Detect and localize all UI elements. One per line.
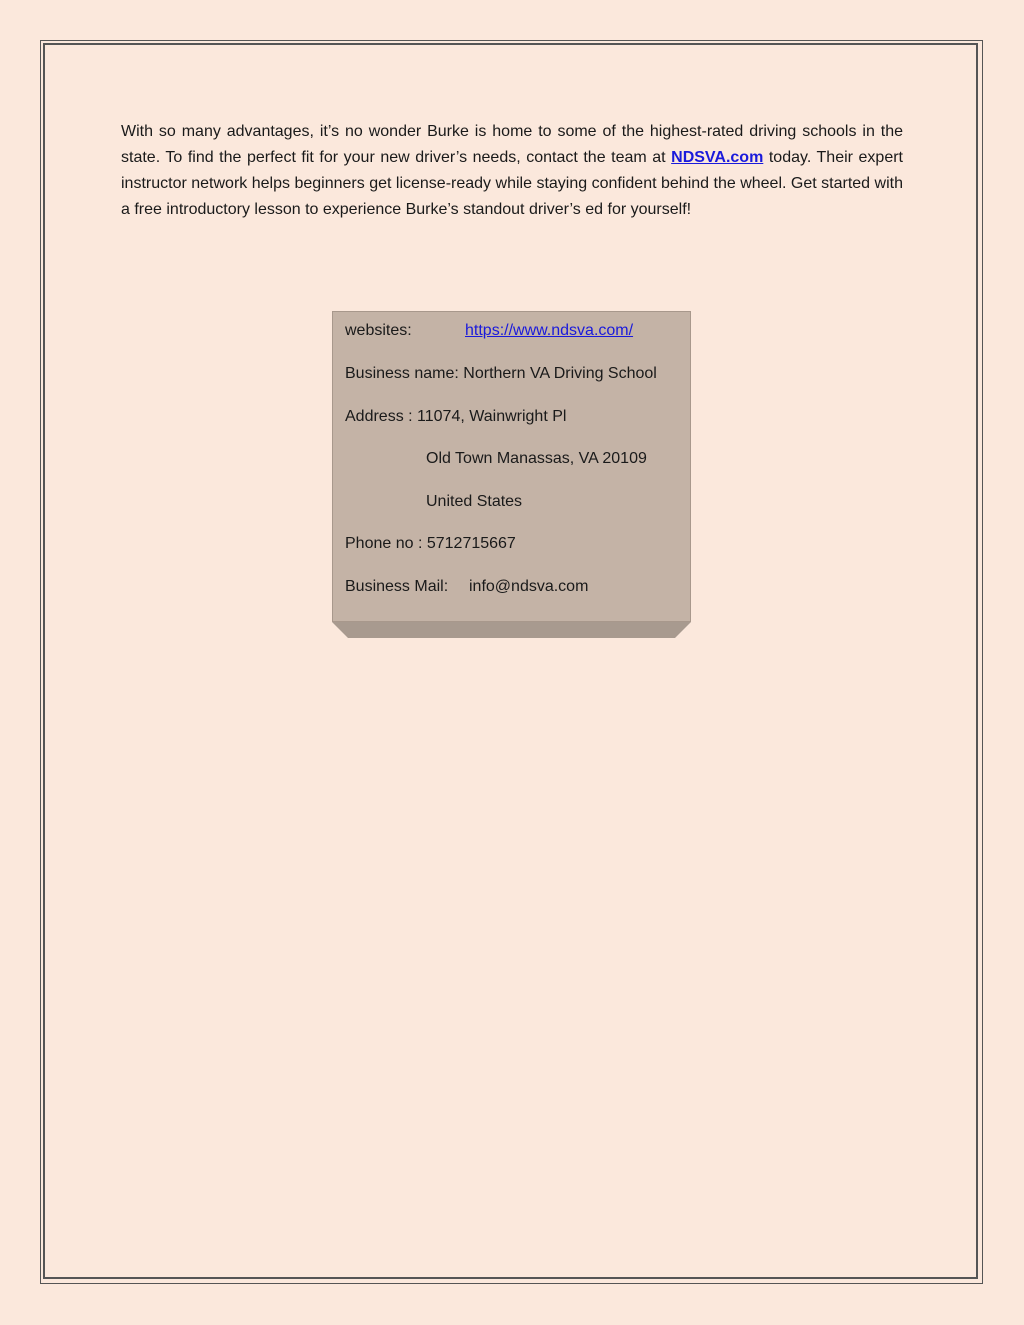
paragraph-text-before: With so many advantages, it’s no wonder Burke is home to some of the highest-rated driving schools in the state. To find the perfect fit for your new driver’s needs, contact the team at xyxy=(121,123,903,166)
website-link[interactable]: https://www.ndsva.com/ xyxy=(465,322,634,339)
websites-label: websites: xyxy=(345,322,412,339)
ndsva-link[interactable]: NDSVA.com xyxy=(671,149,764,166)
business-mail-row xyxy=(345,577,588,597)
address-line-3: United States xyxy=(426,493,523,510)
business-mail-label: Business Mail: xyxy=(345,578,449,595)
contact-info-box xyxy=(332,311,691,622)
info-box-bevel xyxy=(332,622,691,638)
address-line-2: Old Town Manassas, VA 20109 xyxy=(426,450,647,467)
address-line-1: Address : 11074, Wainwright Pl xyxy=(345,408,567,425)
websites-row xyxy=(345,321,633,341)
phone-number: Phone no : 5712715667 xyxy=(345,535,516,552)
body-paragraph xyxy=(121,119,903,223)
business-mail-value: info@ndsva.com xyxy=(469,578,589,595)
page-border-inner xyxy=(43,43,978,1279)
business-name: Business name: Northern VA Driving School xyxy=(345,365,657,382)
paragraph-text-after: today. Their expert instructor network helps beginners get license-ready while staying confident behind the wheel. Get started with a free introductory lesson to experience Burke’s standout driver’s ed for yourself! xyxy=(121,149,903,218)
